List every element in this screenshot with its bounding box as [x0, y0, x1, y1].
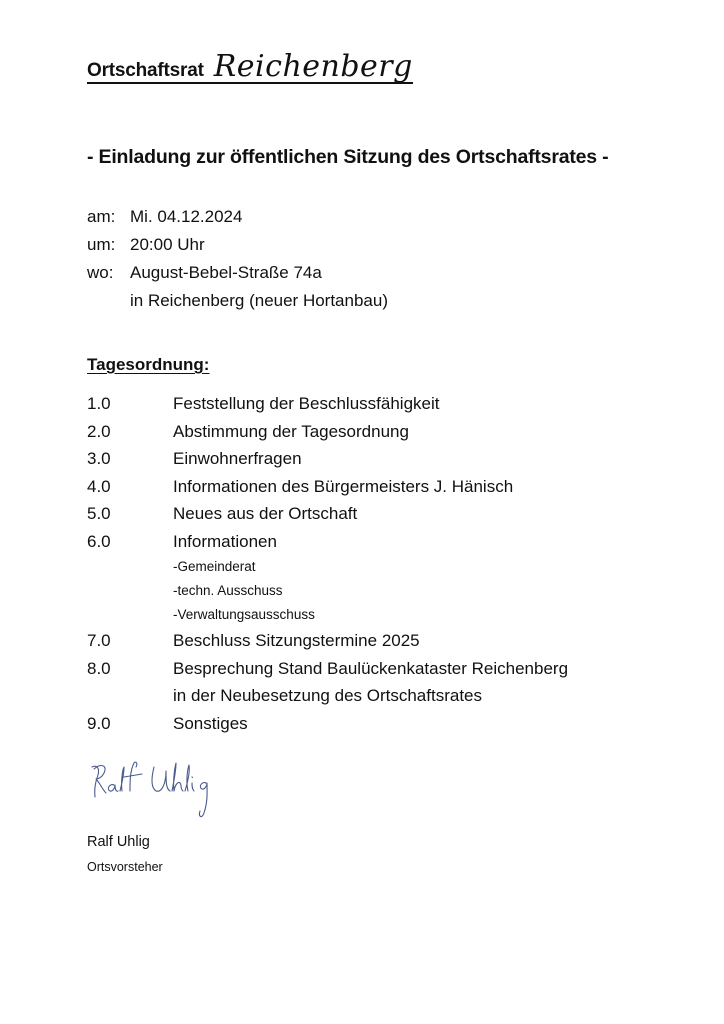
agenda-item-text: Informationen des Bürgermeisters J. Hänisch	[173, 476, 514, 496]
agenda-item	[87, 445, 568, 473]
agenda-heading: Tagesordnung:	[87, 355, 210, 374]
agenda-item-number: 4.0	[87, 476, 111, 496]
agenda-item	[87, 627, 568, 655]
meeting-location-row	[87, 259, 388, 287]
date-value: Mi. 04.12.2024	[130, 207, 243, 226]
location-label: wo:	[87, 263, 114, 282]
location-value-2: in Reichenberg (neuer Hortanbau)	[130, 291, 388, 310]
meeting-location-row-2	[87, 287, 388, 315]
agenda-item-number: 2.0	[87, 421, 111, 441]
agenda-item-number: 7.0	[87, 631, 111, 650]
agenda-item-number: 1.0	[87, 394, 111, 413]
agenda-item-text: Informationen	[173, 531, 277, 551]
meeting-date-row	[87, 203, 388, 231]
title-place: Reichenberg	[213, 49, 413, 84]
agenda-item	[87, 473, 568, 501]
agenda-item-text: Neues aus der Ortschaft	[173, 504, 358, 523]
signer-name: Ralf Uhlig	[87, 834, 150, 850]
handwritten-signature	[86, 757, 226, 827]
agenda-item	[87, 710, 568, 738]
title-prefix: Ortschaftsrat	[87, 60, 204, 81]
agenda-subitem: -Gemeinderat	[173, 559, 256, 574]
agenda-item-text: Einwohnerfragen	[173, 449, 302, 468]
time-value: 20:00 Uhr	[130, 235, 205, 254]
agenda-list	[87, 390, 568, 737]
agenda-item-text-continuation: in der Neubesetzung des Ortschaftsrates	[173, 686, 482, 705]
agenda-item-number: 8.0	[87, 658, 111, 678]
agenda-item-number: 9.0	[87, 713, 111, 733]
agenda-item	[87, 655, 568, 683]
agenda-item-text: Abstimmung der Tagesordnung	[173, 421, 409, 441]
agenda-item-continuation	[87, 682, 568, 710]
meeting-info	[87, 203, 388, 315]
document-title	[87, 49, 413, 84]
agenda-item-text: Besprechung Stand Baulückenkataster Reichenberg	[173, 658, 569, 678]
location-value: August-Bebel-Straße 74a	[130, 263, 322, 282]
meeting-time-row	[87, 231, 388, 259]
agenda-subitem: -techn. Ausschuss	[173, 583, 283, 598]
agenda-item	[87, 500, 568, 528]
agenda-item-text: Feststellung der Beschlussfähigkeit	[173, 394, 440, 413]
location-label-empty	[87, 287, 130, 315]
agenda-item-text: Sonstiges	[173, 713, 248, 733]
date-label: am:	[87, 207, 116, 226]
agenda-item	[87, 418, 568, 446]
agenda-subitem: -Verwaltungsausschuss	[173, 607, 315, 622]
agenda-item	[87, 528, 568, 556]
invitation-heading: - Einladung zur öffentlichen Sitzung des Ortschaftsrates -	[87, 146, 609, 168]
agenda-item-text: Beschluss Sitzungstermine 2025	[173, 631, 420, 650]
time-label: um:	[87, 235, 116, 254]
signer-role: Ortsvorsteher	[87, 860, 163, 874]
agenda-item-number: 6.0	[87, 531, 111, 551]
agenda-item-number: 3.0	[87, 449, 111, 468]
agenda-item	[87, 390, 568, 418]
agenda-item-number: 5.0	[87, 504, 111, 523]
